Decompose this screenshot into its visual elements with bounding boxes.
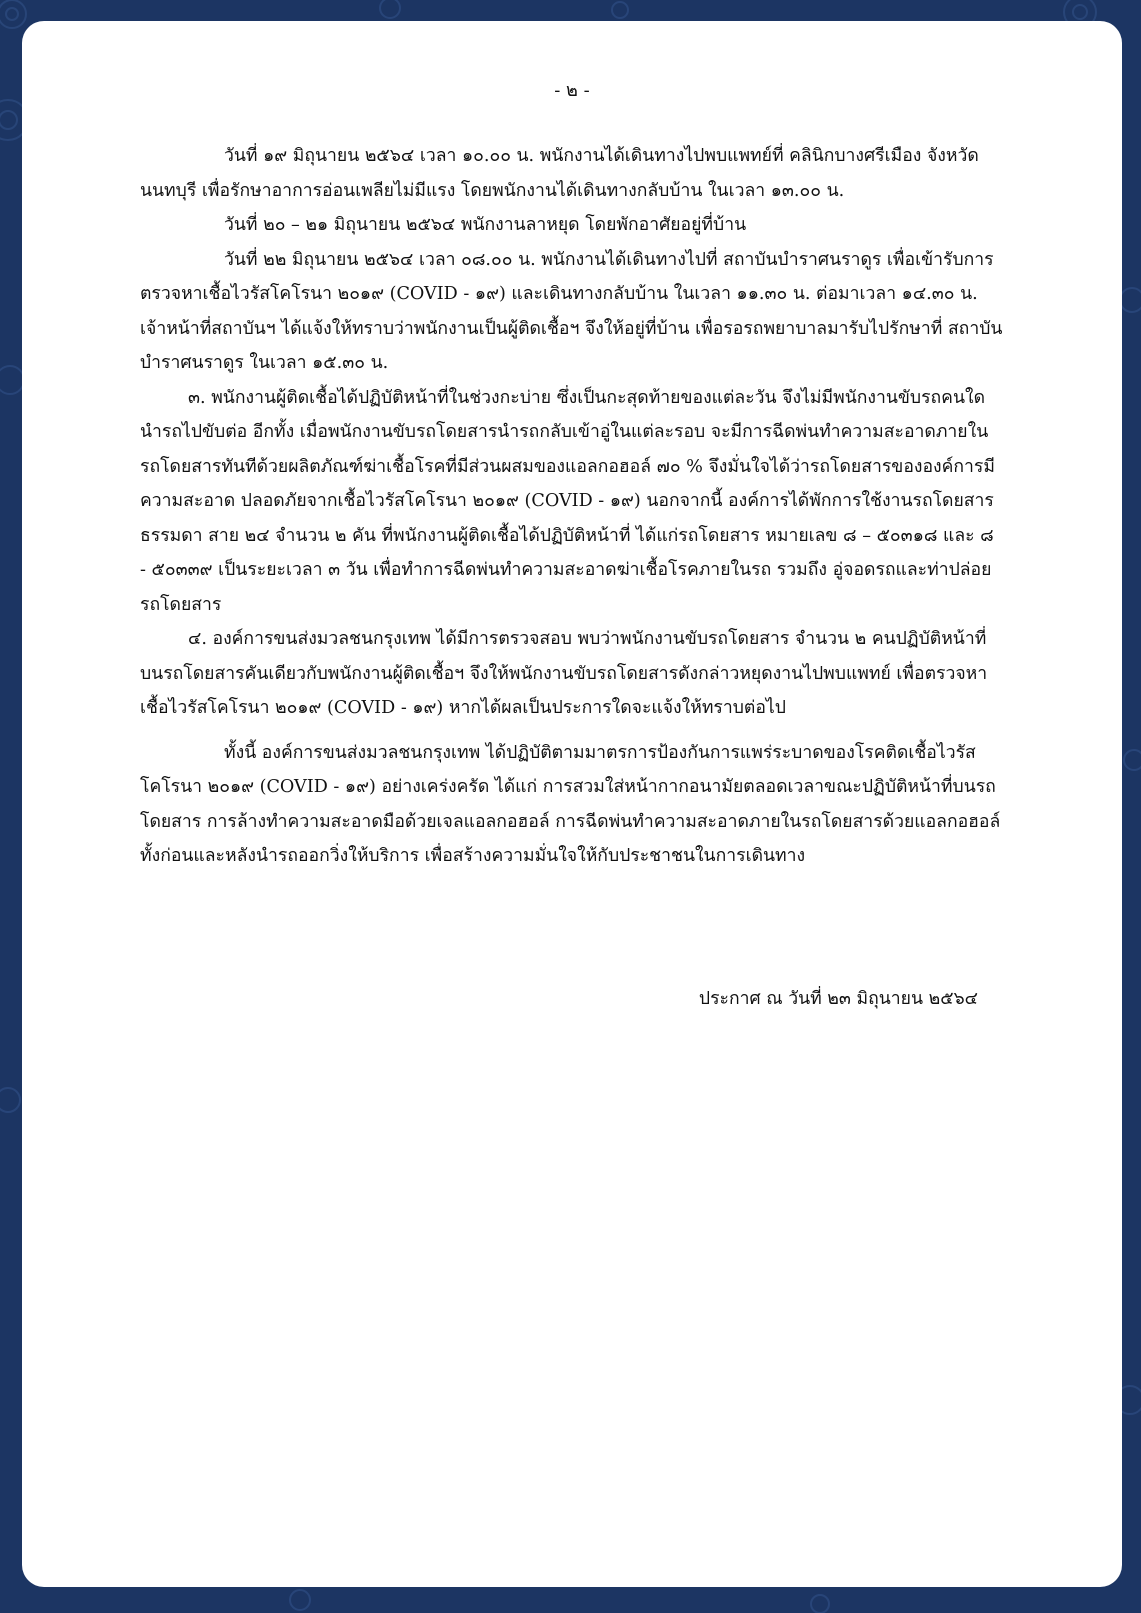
paragraph-june-19: วันที่ ๑๙ มิถุนายน ๒๕๖๔ เวลา ๑๐.๐๐ น. พนักงานได้เดินทางไปพบแพทย์ที่ คลินิกบางศรีเมือง จังหวัดนนทบุรี เพื่อรักษาอาการอ่อนเพลียไม่มีแรง โดยพนักงานได้เดินทางกลับบ้าน ในเวลา ๑๓.๐๐ น. — [140, 146, 979, 201]
paragraph-june-20-21: วันที่ ๒๐ – ๒๑ มิถุนายน ๒๕๖๔ พนักงานลาหยุด โดยพักอาศัยอยู่ที่บ้าน — [224, 215, 747, 235]
paragraph-conclusion: ทั้งนี้ องค์การขนส่งมวลชนกรุงเทพ ได้ปฏิบัติตามมาตรการป้องกันการแพร่ระบาดของโรคติดเชื้อไวรัสโคโรนา ๒๐๑๙ (COVID - ๑๙) อย่างเคร่งครัด ได้แก่ การสวมใส่หน้ากากอนามัยตลอดเวลาขณะปฏิบัติหน้าที่บนรถโดยสาร การล้างทำความสะอาดมือด้วยเจลแอลกอฮอล์ การฉีดพ่นทำความสะอาดภายในรถโดยสารด้วยแอลกอฮอล์ ทั้งก่อนและหลังนำรถออกวิ่งให้บริการ เพื่อสร้างความมั่นใจให้กับประชาชนในการเดินทาง — [140, 742, 1001, 866]
announcement-date: ประกาศ ณ วันที่ ๒๓ มิถุนายน ๒๕๖๔ — [698, 989, 978, 1009]
document-page — [22, 21, 1122, 1587]
paragraph-item-3: ๓. พนักงานผู้ติดเชื้อได้ปฏิบัติหน้าที่ในช่วงกะบ่าย ซึ่งเป็นกะสุดท้ายของแต่ละวัน จึงไม่มีพนักงานขับรถคนใดนำรถไปขับต่อ อีกทั้ง เมื่อพนักงานขับรถโดยสารนำรถกลับเข้าอู่ในแต่ละรอบ จะมีการฉีดพ่นทำความสะอาดภายในรถโดยสารทันทีด้วยผลิตภัณฑ์ฆ่าเชื้อโรคที่มีส่วนผสมของแอลกอฮอล์ ๗๐ % จึงมั่นใจได้ว่ารถโดยสารขององค์การมีความสะอาด ปลอดภัยจากเชื้อไวรัสโคโรนา ๒๐๑๙ (COVID - ๑๙) นอกจากนี้ องค์การได้พักการใช้งานรถโดยสารธรรมดา สาย ๒๔ จำนวน ๒ คัน ที่พนักงานผู้ติดเชื้อได้ปฏิบัติหน้าที่ ได้แก่รถโดยสาร หมายเลข ๘ – ๕๐๓๑๘ และ ๘ - ๕๐๓๓๙ เป็นระยะเวลา ๓ วัน เพื่อทำการฉีดพ่นทำความสะอาดฆ่าเชื้อโรคภายในรถ รวมถึง อู่จอดรถและท่าปล่อยรถโดยสาร — [140, 387, 995, 615]
paragraph-item-4: ๔. องค์การขนส่งมวลชนกรุงเทพ ได้มีการตรวจสอบ พบว่าพนักงานขับรถโดยสาร จำนวน ๒ คนปฏิบัติหน้าที่บนรถโดยสารคันเดียวกับพนักงานผู้ติดเชื้อฯ จึงให้พนักงานขับรถโดยสารดังกล่าวหยุดงานไปพบแพทย์ เพื่อตรวจหาเชื้อไวรัสโคโรนา ๒๐๑๙ (COVID - ๑๙) หากได้ผลเป็นประการใดจะแจ้งให้ทราบต่อไป — [140, 629, 988, 718]
page-number: - ๒ - — [554, 80, 590, 101]
paragraph-june-22: วันที่ ๒๒ มิถุนายน ๒๕๖๔ เวลา ๐๘.๐๐ น. พนักงานได้เดินทางไปที่ สถาบันบำราศนราดูร เพื่อเข้ารับการตรวจหาเชื้อไวรัสโคโรนา ๒๐๑๙ (COVID - ๑๙) และเดินทางกลับบ้าน ในเวลา ๑๑.๓๐ น. ต่อมาเวลา ๑๔.๓๐ น. เจ้าหน้าที่สถาบันฯ ได้แจ้งให้ทราบว่าพนักงานเป็นผู้ติดเชื้อฯ จึงให้อยู่ที่บ้าน เพื่อรอรถพยาบาลมารับไปรักษาที่ สถาบันบำราศนราดูร ในเวลา ๑๕.๓๐ น. — [140, 249, 1003, 373]
document-body — [140, 139, 1003, 874]
